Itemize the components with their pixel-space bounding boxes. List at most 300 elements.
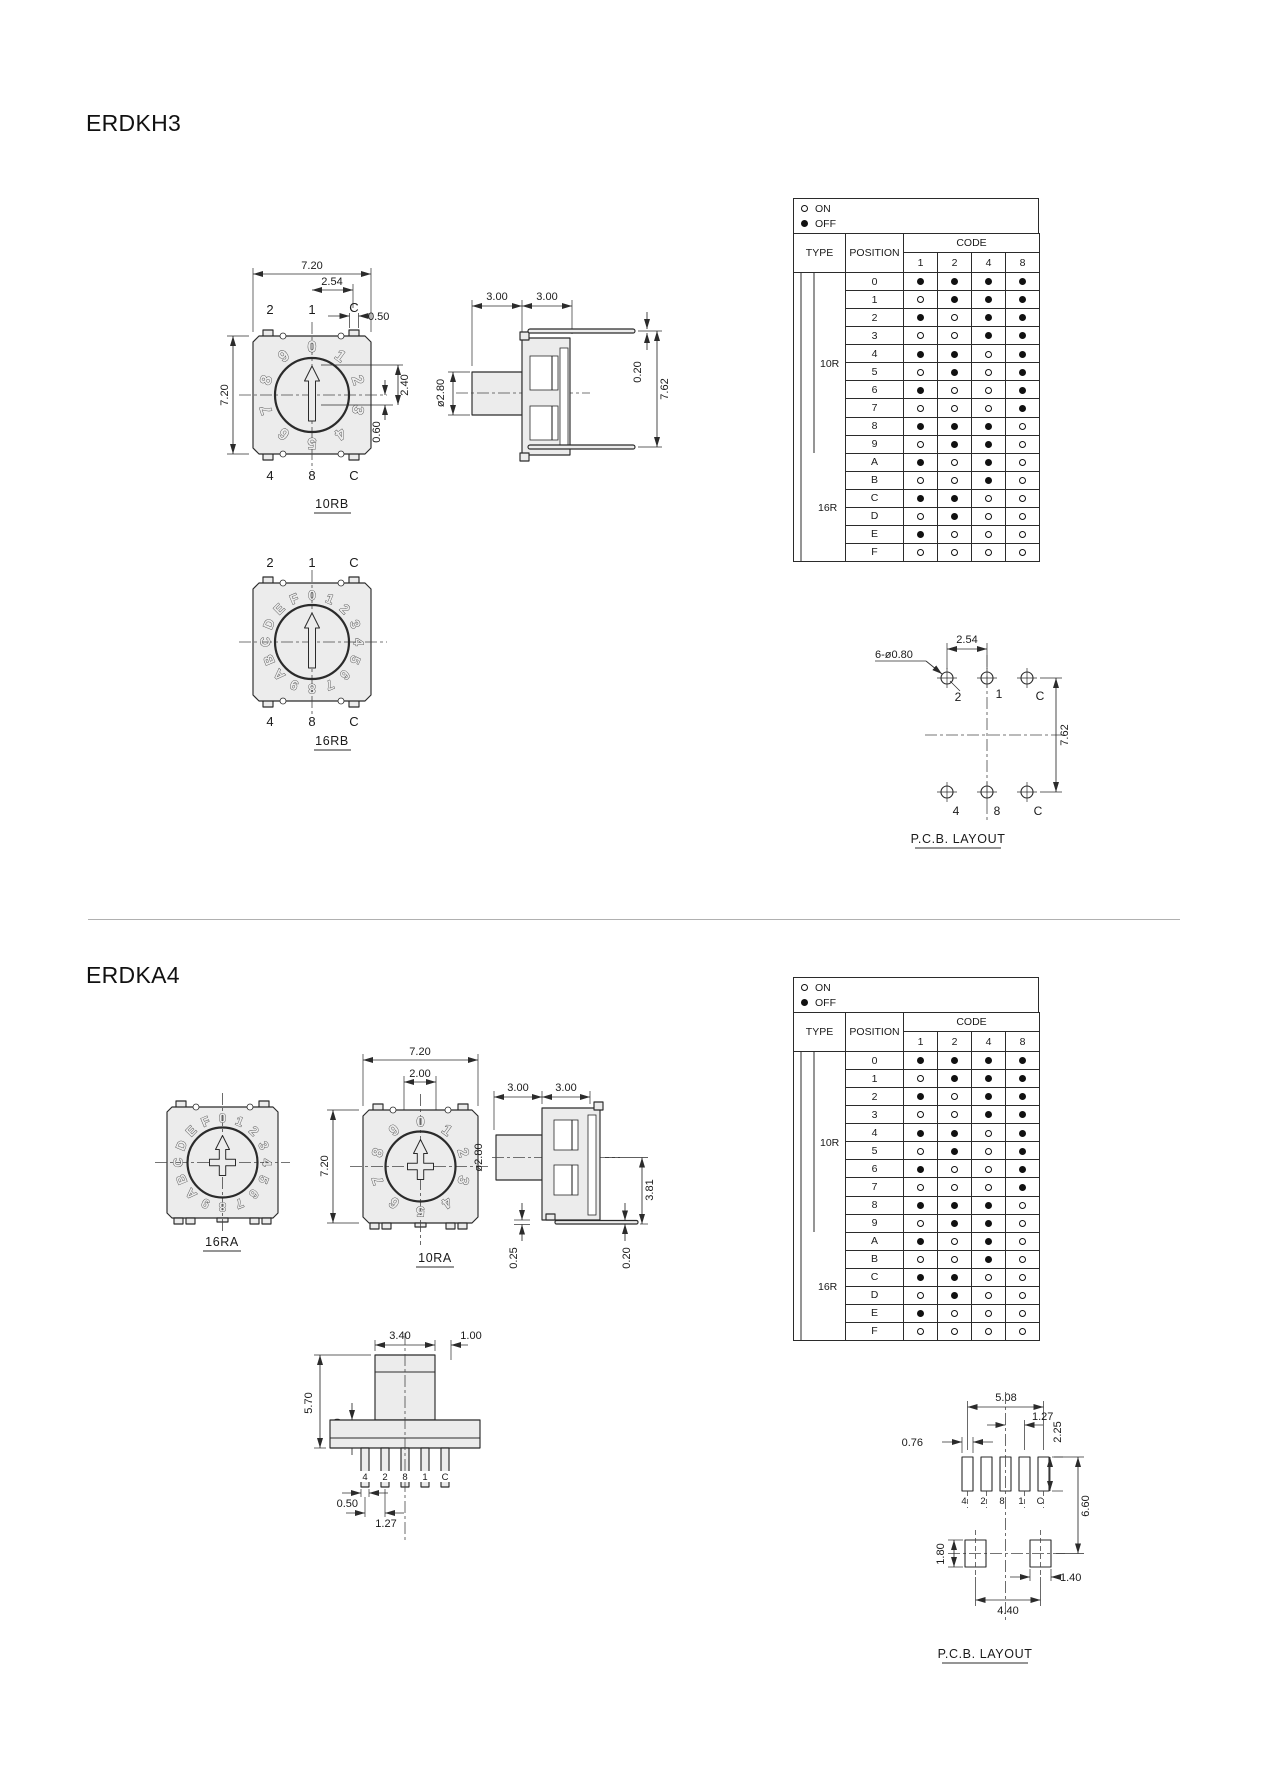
dial-digit-1: 1 bbox=[323, 590, 337, 608]
off-dot bbox=[917, 387, 924, 394]
dim-hole-pitch bbox=[947, 634, 987, 669]
pad-label-2: 2 bbox=[980, 1496, 986, 1507]
pad-label-1: 1 bbox=[1018, 1496, 1024, 1507]
dim-height-label: 7.20 bbox=[219, 384, 231, 406]
code-cell bbox=[1006, 291, 1040, 309]
dial-digit-8: 8 bbox=[257, 373, 277, 388]
off-dot bbox=[1019, 1093, 1026, 1100]
on-dot bbox=[985, 369, 992, 376]
dial-digit-9: 9 bbox=[199, 1195, 212, 1212]
dial-digit-6: 6 bbox=[246, 1186, 262, 1202]
on-label: ON bbox=[815, 202, 831, 215]
on-dot bbox=[1019, 1292, 1026, 1299]
dim-row-gap bbox=[1054, 1457, 1092, 1554]
code-cell bbox=[938, 1250, 972, 1268]
code-cell bbox=[904, 1250, 938, 1268]
dim-seated-height bbox=[605, 1158, 656, 1225]
on-dot bbox=[951, 459, 958, 466]
dial-digit-6: 6 bbox=[336, 666, 353, 683]
code-cell bbox=[972, 1124, 1006, 1142]
code-cell bbox=[972, 489, 1006, 507]
on-dot bbox=[951, 1238, 958, 1245]
code-cell bbox=[972, 1196, 1006, 1214]
dial-digit-4: 4 bbox=[438, 1193, 456, 1212]
on-dot bbox=[951, 531, 958, 538]
dial-digit-3: 3 bbox=[255, 1139, 272, 1152]
dial-digit-0: 0 bbox=[308, 588, 316, 603]
on-dot bbox=[985, 387, 992, 394]
header-position: POSITION bbox=[846, 234, 904, 273]
dim-knob-off-label: 1.00 bbox=[460, 1330, 482, 1342]
dial-digit-F: F bbox=[287, 590, 301, 608]
dial-digit-8: 8 bbox=[368, 1146, 388, 1160]
pin-label-top-1: 1 bbox=[308, 555, 316, 570]
section-title-erdka4: ERDKA4 bbox=[86, 962, 180, 988]
on-dot bbox=[1019, 1310, 1026, 1317]
on-symbol bbox=[801, 984, 808, 991]
dim-pitch-label: 1.27 bbox=[1032, 1411, 1054, 1423]
position-cell: 4 bbox=[846, 345, 904, 363]
off-dot bbox=[1019, 1184, 1026, 1191]
off-dot bbox=[1019, 314, 1026, 321]
dim-pad-w-label: 0.76 bbox=[901, 1437, 923, 1449]
code-cell bbox=[938, 507, 972, 525]
on-dot bbox=[985, 405, 992, 412]
dim-pad-height bbox=[1050, 1421, 1064, 1491]
position-cell: 7 bbox=[846, 1178, 904, 1196]
pin-label-top-2: 2 bbox=[266, 555, 274, 570]
code-legend bbox=[793, 198, 1039, 233]
hole bbox=[1017, 668, 1037, 688]
code-cell bbox=[972, 345, 1006, 363]
header-position: POSITION bbox=[846, 1013, 904, 1052]
dim-slot-label: 2.40 bbox=[399, 374, 411, 396]
code-cell bbox=[972, 1070, 1006, 1088]
code-cell bbox=[1006, 417, 1040, 435]
code-cell bbox=[938, 345, 972, 363]
position-cell: A bbox=[846, 453, 904, 471]
pin-label-bottom-8: 8 bbox=[308, 468, 316, 483]
on-dot bbox=[1019, 1274, 1026, 1281]
code-cell bbox=[1006, 1070, 1040, 1088]
code-row-0 bbox=[794, 273, 1040, 291]
on-dot bbox=[1019, 495, 1026, 502]
dim-pitch-label: 2.54 bbox=[321, 276, 343, 288]
dim-pin-span bbox=[638, 331, 671, 447]
code-cell bbox=[904, 1196, 938, 1214]
code-cell bbox=[938, 1088, 972, 1106]
off-dot bbox=[951, 441, 958, 448]
dial-digit-7: 7 bbox=[368, 1173, 388, 1187]
code-cell bbox=[904, 471, 938, 489]
code-cell bbox=[972, 417, 1006, 435]
caption-16rb: 16RB bbox=[315, 734, 349, 748]
code-cell bbox=[904, 1268, 938, 1286]
on-dot bbox=[917, 332, 924, 339]
on-dot bbox=[951, 314, 958, 321]
code-cell bbox=[972, 1106, 1006, 1124]
dial-digit-0: 0 bbox=[307, 339, 317, 356]
code-cell bbox=[1006, 1250, 1040, 1268]
off-dot bbox=[1019, 369, 1026, 376]
code-cell bbox=[904, 507, 938, 525]
off-dot bbox=[917, 1130, 924, 1137]
off-dot bbox=[951, 1220, 958, 1227]
dim-pin-w-label: 0.50 bbox=[336, 1498, 358, 1510]
dial-digit-D: D bbox=[260, 616, 278, 632]
position-cell: 3 bbox=[846, 327, 904, 345]
code-cell bbox=[1006, 507, 1040, 525]
on-dot bbox=[1019, 459, 1026, 466]
dim-standoff bbox=[508, 1203, 530, 1269]
on-dot bbox=[951, 1328, 958, 1335]
off-symbol bbox=[801, 220, 808, 227]
caption-10rb: 10RB bbox=[315, 497, 349, 511]
on-dot bbox=[917, 405, 924, 412]
off-dot bbox=[917, 1093, 924, 1100]
code-cell bbox=[904, 489, 938, 507]
off-dot bbox=[917, 1166, 924, 1173]
code-cell bbox=[972, 453, 1006, 471]
code-cell bbox=[904, 1160, 938, 1178]
pad-label-8: 8 bbox=[999, 1496, 1005, 1507]
section-title-erdkh3: ERDKH3 bbox=[86, 110, 182, 136]
code-cell bbox=[904, 1232, 938, 1250]
code-cell bbox=[938, 309, 972, 327]
on-dot bbox=[917, 369, 924, 376]
header-code: CODE bbox=[904, 1013, 1040, 1032]
dim-tab-label: 0.50 bbox=[368, 311, 390, 323]
off-dot bbox=[951, 513, 958, 520]
caption-pcb-layout: P.C.B. LAYOUT bbox=[910, 832, 1006, 846]
dim-pin-label: 0.20 bbox=[621, 1247, 633, 1269]
header-bit-1: 1 bbox=[904, 1032, 938, 1052]
on-dot bbox=[1019, 477, 1026, 484]
dial-digit-C: C bbox=[258, 637, 273, 647]
dim-height-label: 3.81 bbox=[644, 1179, 656, 1201]
off-dot bbox=[985, 459, 992, 466]
dial-digit-1: 1 bbox=[438, 1121, 456, 1140]
code-cell bbox=[972, 1214, 1006, 1232]
on-dot bbox=[951, 1111, 958, 1118]
code-cell bbox=[904, 1088, 938, 1106]
position-cell: 0 bbox=[846, 1052, 904, 1070]
code-cell bbox=[904, 1214, 938, 1232]
code-table-erdkh3 bbox=[793, 198, 1039, 562]
code-cell bbox=[904, 363, 938, 381]
off-dot bbox=[985, 1111, 992, 1118]
off-dot bbox=[951, 1292, 958, 1299]
position-cell: 2 bbox=[846, 1088, 904, 1106]
dim-pitch-label: 2.54 bbox=[956, 634, 978, 646]
side-body bbox=[520, 332, 570, 461]
pin-label-8: 8 bbox=[402, 1472, 408, 1483]
dial-digit-0: 0 bbox=[416, 1113, 425, 1131]
pin-label-bottom-4: 4 bbox=[266, 714, 274, 729]
code-cell bbox=[938, 453, 972, 471]
code-cell bbox=[972, 435, 1006, 453]
pad-label-4: 4 bbox=[961, 1496, 967, 1507]
dim-slot-offset bbox=[371, 380, 385, 443]
on-dot bbox=[1019, 1256, 1026, 1263]
header-bit-8: 8 bbox=[1006, 1032, 1040, 1052]
code-cell bbox=[972, 273, 1006, 291]
type-16r: 16R bbox=[818, 502, 838, 514]
drawing-erdka4-front-view bbox=[290, 1315, 525, 1555]
pin-labels bbox=[359, 1471, 451, 1483]
dim-tab bbox=[328, 311, 389, 328]
header-bit-4: 4 bbox=[972, 1032, 1006, 1052]
off-dot bbox=[985, 441, 992, 448]
code-cell bbox=[904, 327, 938, 345]
dial-digit-5: 5 bbox=[416, 1202, 425, 1220]
code-cell bbox=[972, 1268, 1006, 1286]
code-cell bbox=[938, 471, 972, 489]
hole-label-4: 4 bbox=[952, 804, 960, 818]
off-dot bbox=[1019, 1166, 1026, 1173]
dial-digit-F: F bbox=[198, 1112, 213, 1130]
off-dot bbox=[917, 278, 924, 285]
off-dot bbox=[985, 1093, 992, 1100]
code-cell bbox=[1006, 1160, 1040, 1178]
on-dot bbox=[917, 1075, 924, 1082]
off-dot bbox=[951, 278, 958, 285]
dial-digit-3: 3 bbox=[347, 402, 367, 417]
side-body bbox=[542, 1102, 603, 1220]
code-cell bbox=[904, 381, 938, 399]
code-cell bbox=[904, 543, 938, 561]
code-cell bbox=[972, 507, 1006, 525]
shaft bbox=[472, 372, 522, 415]
code-cell bbox=[904, 399, 938, 417]
code-cell bbox=[938, 1322, 972, 1340]
dial-digit-A: A bbox=[182, 1185, 200, 1203]
off-dot bbox=[951, 1130, 958, 1137]
code-cell bbox=[972, 291, 1006, 309]
off-dot bbox=[951, 495, 958, 502]
dim-pin-thickness bbox=[621, 1203, 633, 1269]
position-cell: 0 bbox=[846, 273, 904, 291]
pin-label-2: 2 bbox=[382, 1472, 388, 1483]
off-dot bbox=[951, 296, 958, 303]
code-cell bbox=[1006, 273, 1040, 291]
on-dot bbox=[985, 1310, 992, 1317]
position-cell: 9 bbox=[846, 435, 904, 453]
on-dot bbox=[1019, 1238, 1026, 1245]
code-cell bbox=[938, 1070, 972, 1088]
code-cell bbox=[938, 1052, 972, 1070]
code-cell bbox=[972, 1322, 1006, 1340]
on-dot bbox=[951, 1310, 958, 1317]
off-dot bbox=[951, 1057, 958, 1064]
dim-pad2-h-label: 1.80 bbox=[935, 1543, 947, 1565]
code-cell bbox=[972, 1286, 1006, 1304]
code-row-0 bbox=[794, 1052, 1040, 1070]
dim-pad-h-label: 2.25 bbox=[1052, 1421, 1064, 1443]
code-cell bbox=[904, 525, 938, 543]
dim-pad2-width bbox=[1010, 1569, 1081, 1584]
on-dot bbox=[985, 513, 992, 520]
drawing-16rb-top-view bbox=[195, 540, 445, 755]
off-dot bbox=[917, 1238, 924, 1245]
off-dot bbox=[1019, 1111, 1026, 1118]
position-cell: 6 bbox=[846, 1160, 904, 1178]
dim-pitch-label: 1.27 bbox=[375, 1518, 397, 1530]
code-cell bbox=[938, 1286, 972, 1304]
code-cell bbox=[938, 489, 972, 507]
on-symbol bbox=[801, 205, 808, 212]
pin-label-bottom-4: 4 bbox=[266, 468, 274, 483]
code-cell bbox=[938, 417, 972, 435]
on-dot bbox=[951, 405, 958, 412]
code-cell bbox=[1006, 327, 1040, 345]
off-dot bbox=[951, 369, 958, 376]
hole-label-1: 1 bbox=[995, 687, 1003, 701]
pin-bottom bbox=[528, 445, 635, 449]
off-dot bbox=[985, 423, 992, 430]
code-cell bbox=[938, 399, 972, 417]
position-cell: 5 bbox=[846, 1142, 904, 1160]
code-cell bbox=[904, 435, 938, 453]
position-cell: E bbox=[846, 1304, 904, 1322]
code-cell bbox=[1006, 543, 1040, 561]
off-dot bbox=[1019, 1130, 1026, 1137]
code-cell bbox=[938, 363, 972, 381]
type-bracket-cell bbox=[794, 273, 846, 562]
dial-digit-9: 9 bbox=[275, 347, 293, 367]
dial-digit-4: 4 bbox=[259, 1158, 275, 1167]
pad-label-c: C bbox=[1036, 1496, 1044, 1507]
on-dot bbox=[1019, 531, 1026, 538]
off-dot bbox=[951, 1075, 958, 1082]
off-dot bbox=[1019, 278, 1026, 285]
code-cell bbox=[1006, 1268, 1040, 1286]
off-dot bbox=[985, 1075, 992, 1082]
dial-digit-2: 2 bbox=[246, 1123, 262, 1139]
pin-label-bottom-8: 8 bbox=[308, 714, 316, 729]
off-dot bbox=[985, 1220, 992, 1227]
code-cell bbox=[1006, 1232, 1040, 1250]
off-label: OFF bbox=[815, 996, 836, 1009]
code-cell bbox=[972, 1142, 1006, 1160]
code-cell bbox=[1006, 1124, 1040, 1142]
on-dot bbox=[951, 387, 958, 394]
dial-digit-2: 2 bbox=[336, 601, 353, 618]
on-dot bbox=[985, 1292, 992, 1299]
on-dot bbox=[985, 1184, 992, 1191]
off-dot bbox=[951, 1202, 958, 1209]
dim-span-label: 5.08 bbox=[995, 1392, 1017, 1404]
code-cell bbox=[1006, 399, 1040, 417]
code-cell bbox=[904, 417, 938, 435]
code-cell bbox=[938, 1304, 972, 1322]
code-cell bbox=[1006, 1304, 1040, 1322]
dial-digit-4: 4 bbox=[331, 423, 349, 443]
on-dot bbox=[917, 296, 924, 303]
code-cell bbox=[1006, 381, 1040, 399]
dim-total-label: 5.70 bbox=[303, 1392, 315, 1414]
on-dot bbox=[951, 549, 958, 556]
code-cell bbox=[972, 1052, 1006, 1070]
hole-label-8: 8 bbox=[993, 804, 1001, 818]
code-cell bbox=[972, 1178, 1006, 1196]
off-dot bbox=[985, 1057, 992, 1064]
dim-shaft-dia bbox=[435, 372, 470, 415]
dial-digit-4: 4 bbox=[351, 638, 366, 646]
position-cell: 5 bbox=[846, 363, 904, 381]
dial-digit-0: 0 bbox=[218, 1110, 227, 1126]
dial-digit-1: 1 bbox=[331, 347, 349, 367]
off-dot bbox=[917, 351, 924, 358]
rotary-dial bbox=[258, 588, 366, 696]
on-dot bbox=[917, 549, 924, 556]
code-cell bbox=[1006, 435, 1040, 453]
dim-slot-label: 2.00 bbox=[409, 1068, 431, 1080]
dim-pin-thickness bbox=[632, 312, 647, 383]
pin-label-top-1: 1 bbox=[308, 302, 316, 317]
code-cell bbox=[1006, 1106, 1040, 1124]
code-cell bbox=[904, 345, 938, 363]
code-cell bbox=[938, 1178, 972, 1196]
dial-digit-5: 5 bbox=[307, 434, 317, 451]
code-cell bbox=[1006, 525, 1040, 543]
off-dot bbox=[951, 423, 958, 430]
code-cell bbox=[938, 291, 972, 309]
code-cell bbox=[904, 273, 938, 291]
type-10r: 10R bbox=[820, 358, 840, 370]
dial-digit-E: E bbox=[182, 1122, 200, 1140]
dial-digit-5: 5 bbox=[346, 653, 364, 667]
code-cell bbox=[904, 1124, 938, 1142]
dial-digit-1: 1 bbox=[233, 1113, 246, 1130]
header-bit-1: 1 bbox=[904, 253, 938, 273]
pin-label-top-c: C bbox=[349, 555, 359, 570]
off-dot bbox=[951, 1148, 958, 1155]
code-cell bbox=[972, 363, 1006, 381]
header-code: CODE bbox=[904, 234, 1040, 253]
dim-span-label: 7.62 bbox=[659, 378, 671, 400]
dial-digit-A: A bbox=[270, 666, 288, 684]
dial-digit-3: 3 bbox=[453, 1173, 473, 1187]
dim-pad2-w-label: 1.40 bbox=[1060, 1572, 1082, 1584]
type-10r: 10R bbox=[820, 1137, 840, 1149]
code-cell bbox=[972, 1250, 1006, 1268]
on-dot bbox=[917, 1328, 924, 1335]
position-cell: 7 bbox=[846, 399, 904, 417]
code-cell bbox=[904, 1106, 938, 1124]
code-cell bbox=[1006, 471, 1040, 489]
code-cell bbox=[938, 1268, 972, 1286]
position-cell: 4 bbox=[846, 1124, 904, 1142]
off-dot bbox=[985, 314, 992, 321]
pin-label-top-c: C bbox=[349, 300, 359, 315]
dial-digit-B: B bbox=[172, 1172, 191, 1187]
position-cell: 1 bbox=[846, 291, 904, 309]
off-dot bbox=[917, 1310, 924, 1317]
dim-row-label: 7.62 bbox=[1059, 724, 1071, 746]
code-cell bbox=[904, 1178, 938, 1196]
code-cell bbox=[904, 1322, 938, 1340]
dial-digit-7: 7 bbox=[323, 676, 337, 694]
code-cell bbox=[904, 1142, 938, 1160]
on-dot bbox=[917, 1111, 924, 1118]
off-dot bbox=[985, 278, 992, 285]
caption-16ra: 16RA bbox=[205, 1235, 239, 1249]
off-dot bbox=[985, 332, 992, 339]
on-dot bbox=[951, 1256, 958, 1263]
on-dot bbox=[985, 495, 992, 502]
on-dot bbox=[917, 1220, 924, 1227]
